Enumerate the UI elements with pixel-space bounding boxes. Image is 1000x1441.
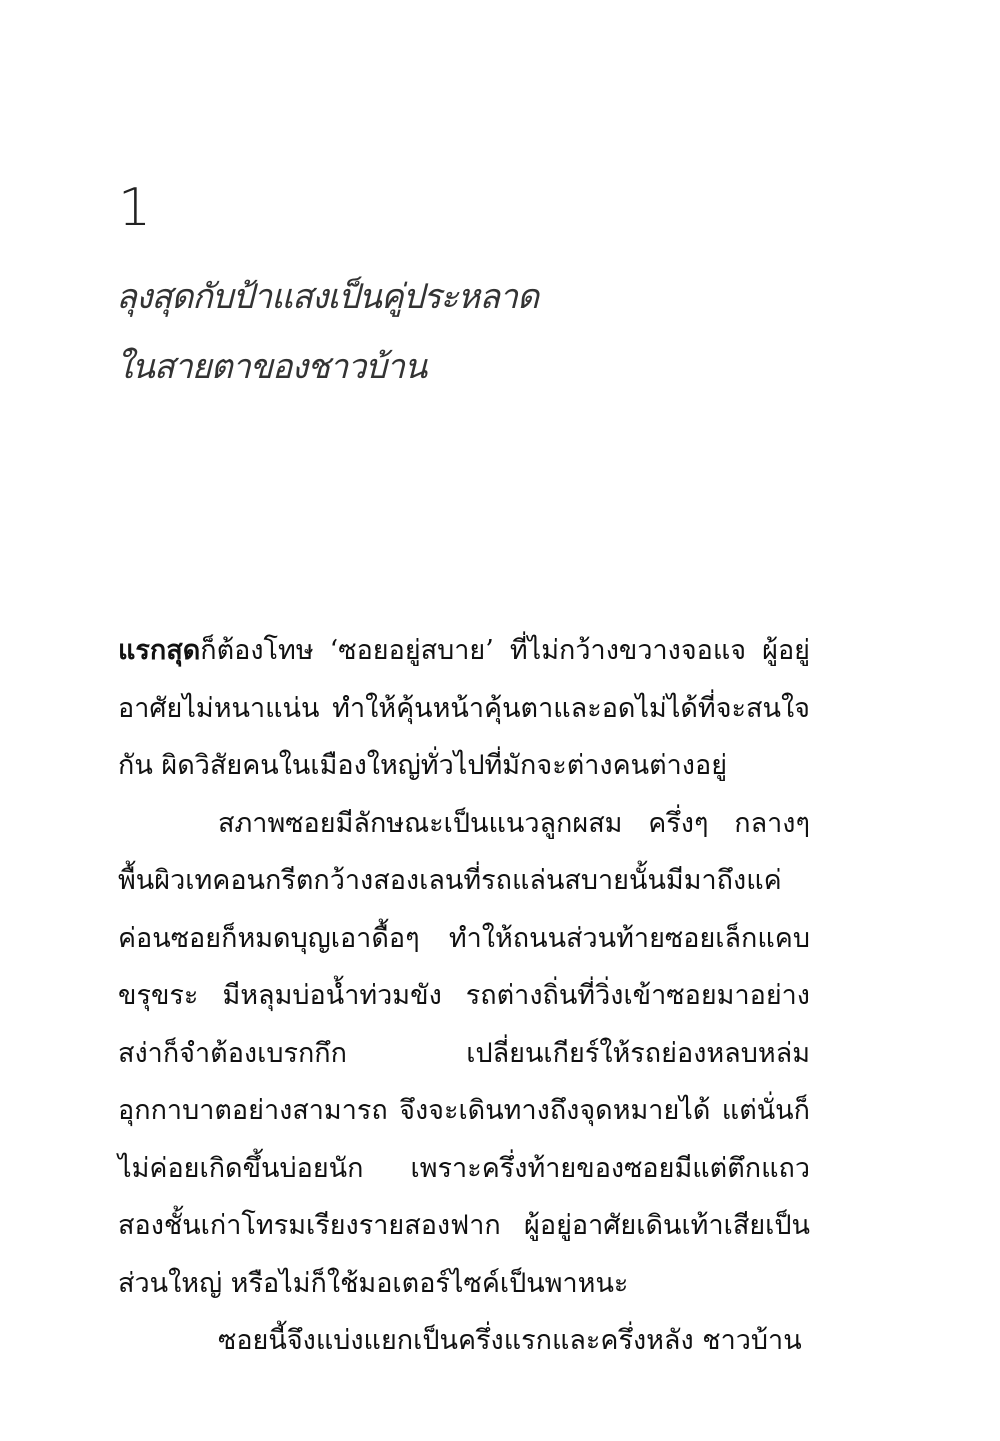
chapter-title (116, 262, 538, 402)
paragraph-1-lead: แรกสุด (118, 635, 201, 666)
paragraph-1-text: ก็ต้องโทษ ‘ซอยอยู่สบาย’ ที่ไม่กว้างขวางจอแจ ผู้อยู่อาศัยไม่หนาแน่น ทำให้คุ้นหน้าคุ้นตาและอดไม่ได้ที่จะสนใจกัน ผิดวิสัยคนในเมืองใหญ่ทั่วไปที่มักจะต่างคนต่างอยู่ (118, 635, 810, 781)
chapter-title-line-2: ในสายตาของชาวบ้าน (116, 347, 427, 387)
body-text (118, 622, 810, 1370)
chapter-number: 1 (118, 178, 152, 238)
chapter-title-line-1: ลุงสุดกับป้าแสงเป็นคู่ประหลาด (116, 277, 539, 317)
paragraph-2: สภาพซอยมีลักษณะเป็นแนวลูกผสม ครึ่งๆ กลางๆ พื้นผิวเทคอนกรีตกว้างสองเลนที่รถแล่นสบายนั้นมีมาถึงแค่ค่อนซอยก็หมดบุญเอาดื้อๆ ทำให้ถนนส่วนท้ายซอยเล็กแคบขรุขระ มีหลุมบ่อน้ำท่วมขัง รถต่างถิ่นที่วิ่งเข้าซอยมาอย่างสง่าก็จำต้องเบรกกึก เปลี่ยนเกียร์ให้รถย่องหลบหล่มอุกกาบาตอย่างสามารถ จึงจะเดินทางถึงจุดหมายได้ แต่นั่นก็ไม่ค่อยเกิดขึ้นบ่อยนัก เพราะครึ่งท้ายของซอยมีแต่ตึกแถวสองชั้นเก่าโทรมเรียงรายสองฟาก ผู้อยู่อาศัยเดินเท้าเสียเป็นส่วนใหญ่ หรือไม่ก็ใช้มอเตอร์ไซค์เป็นพาหนะ (118, 807, 810, 1299)
paragraph-3: ซอยนี้จึงแบ่งแยกเป็นครึ่งแรกและครึ่งหลัง ชาวบ้าน (218, 1325, 802, 1356)
paragraph-1 (118, 622, 810, 795)
